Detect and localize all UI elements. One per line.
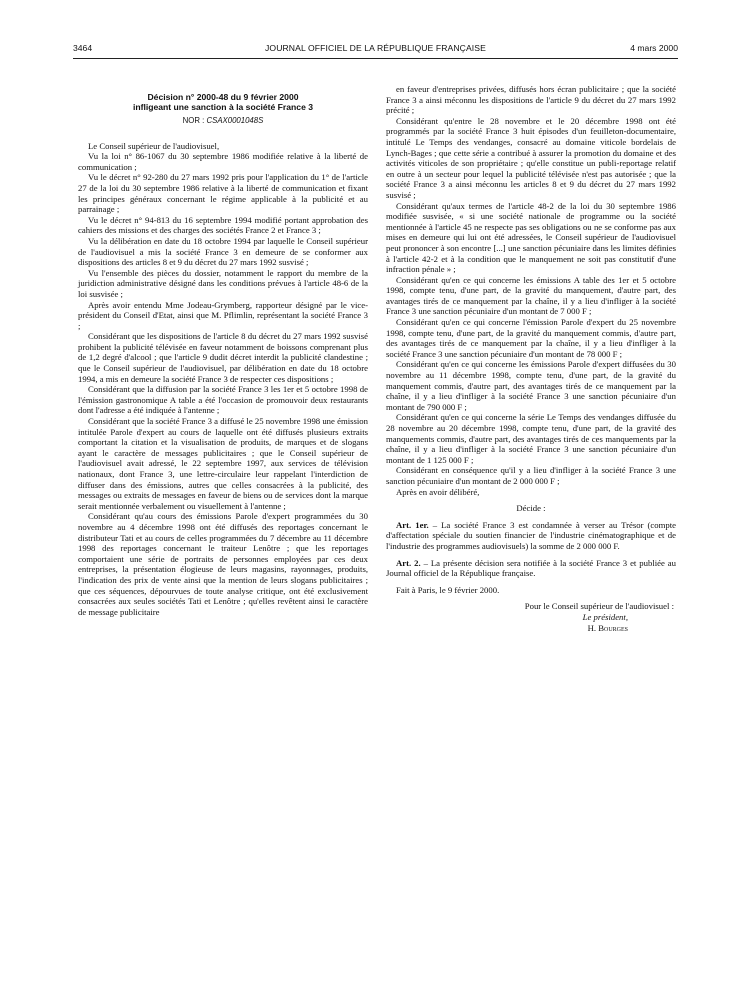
signature-name: H. Bourges [587, 622, 628, 633]
paragraph: Vu le décret n° 94-813 du 16 septembre 1994 modifié portant approbation des cahiers des missions et des charges des sociétés France 2 et France 3 ; [78, 214, 368, 236]
article-1 [386, 520, 676, 552]
decision-title-line2: infligeant une sanction à la société France 3 [132, 102, 314, 112]
article-2 [386, 558, 676, 579]
paragraph: Vu la loi n° 86-1067 du 30 septembre 1986 modifiée relative à la liberté de communication ; [78, 151, 368, 172]
paragraph: Considérant qu'aux termes de l'article 48-2 de la loi du 30 septembre 1986 modifiée susvisée, « si une société nationale de programme ou la société mentionnée à l'article 45 ne respecte pas ses obligations ou ne se conforme pas aux mises en demeure qui lui ont été adressées, le Conseil supérieur de l'audiovisuel peut prononcer à son encontre [...] une sanction pécuniaire dans les limites définies à l'article 42-2 et à la condition que le manquement ne soit pas constitutif d'une infraction pénale » ; [386, 200, 676, 275]
signature-role: Le président, [582, 611, 628, 622]
paragraph: Considérant que la diffusion par la société France 3 les 1er et 5 octobre 1998 de l'émission gastronomique A table a été l'occasion de promouvoir deux restaurants dont l'adresse a été indiquée à l'antenne ; [78, 384, 368, 416]
paragraph: Considérant qu'en ce qui concerne la série Le Temps des vendanges diffusée du 28 novembre au 20 décembre 1998, compte tenu, d'une part, de la gravité des manquements commis, d'autre part, des avantages tirés de ces manquements par la chaîne, il y a lieu d'infliger à la société France 3 une sanction pécuniaire d'un montant de 1 125 000 F ; [386, 412, 676, 465]
right-paragraphs [386, 84, 676, 497]
paragraph: Vu l'ensemble des pièces du dossier, notamment le rapport du membre de la juridiction administrative désigné dans les conditions prévues à l'article 48-6 de la loi susvisée ; [78, 267, 368, 299]
decide-heading: Décide : [516, 503, 546, 514]
article-2-text: – La présente décision sera notifiée à la société France 3 et publiée au Journal officiel de la République française. [386, 557, 676, 579]
decision-title-line1: Décision n° 2000-48 du 9 février 2000 [147, 92, 299, 102]
paragraph: Considérant que les dispositions de l'article 8 du décret du 27 mars 1992 susvisé prohibent la publicité télévisée en faveur notamment de boissons comprenant plus de 1,2 degré d'alcool ; que l'article 9 dudit décret interdit la publicité clandestine ; que le Conseil supérieur de l'audiovisuel, par délibération en date du 18 octobre 1994, a mis en demeure la société France 3 de respecter ces dispositions ; [78, 331, 368, 384]
nor-code: CSAX0001048S [206, 116, 264, 125]
nor-reference [78, 116, 368, 127]
article-1-label: Art. 1er. [396, 519, 429, 530]
paragraph: Considérant en conséquence qu'il y a lieu d'infliger à la société France 3 une sanction pécuniaire d'un montant de 2 000 000 F ; [386, 465, 676, 486]
issue-date: 4 mars 2000 [630, 43, 678, 53]
paragraph: Considérant qu'au cours des émissions Parole d'expert programmées du 30 novembre au 4 décembre 1998 ont été diffusés des reportages concernant le distributeur Tati et au cours de celles programmées du 7 décembre au 11 décembre 1998 des reportages concernant le traiteur Lenôtre ; que les reportages comportaient une série de portraits de personnes employées par ces deux entreprises, la présentation élogieuse de leurs magasins, rayonnages, produits, l'indication des prix de vente ainsi que la mention de leurs slogans publicitaires ; que ces séquences, dépourvues de toute analyse critique, ont été exclusivement consacrées aux seules sociétés Tati et Lenôtre ; qu'elles revêtent ainsi le caractère de message publicitaire [78, 511, 368, 617]
paragraph: Considérant que la société France 3 a diffusé le 25 novembre 1998 une émission intitulée Parole d'expert au cours de laquelle ont été diffusés plusieurs extraits comportant la citation et la visualisation de produits, de marques et de slogans ayant le caractère de messages publicitaires ; que le Conseil supérieur de l'audiovisuel avait adressé, le 22 septembre 1997, aux services de télévision nationaux, dont France 3, une lettre-circulaire leur rappelant l'interdiction de diffuser dans des émissions, autres que celles consacrées à la publicité, des messages ou extraits de messages en faveur de biens ou de services dont la marque serait mentionnée verbalement ou visuellement à l'antenne ; [78, 416, 368, 511]
nor-label: NOR : [182, 116, 205, 125]
paragraph: Après avoir entendu Mme Jodeau-Grymberg, rapporteur désigné par le vice-président du Conseil d'Etat, ainsi que M. Pflimlin, représentant la société France 3 ; [78, 299, 368, 331]
article-1-text: – La société France 3 est condamnée à verser au Trésor (compte d'affectation spéciale du soutien financier de l'industrie cinématographique et de l'industrie des programmes audiovisuels) la somme de 2 000 000 F. [386, 519, 676, 551]
page-number: 3464 [73, 43, 93, 53]
signature-line1: Pour le Conseil supérieur de l'audiovisuel : [524, 601, 674, 612]
left-column [78, 92, 368, 617]
paragraph: Après en avoir délibéré, [396, 486, 480, 497]
paragraph: Considérant qu'en ce qui concerne l'émission Parole d'expert du 25 novembre 1998, compte tenu, d'une part, de la gravité du manquement commis, d'autre part, des avantages tirés de ce manquement par la chaîne, il y a lieu d'infliger à la société France 3 une sanction pécuniaire d'un montant de 78 000 F ; [386, 317, 676, 359]
paragraph: en faveur d'entreprises privées, diffusés hors écran publicitaire ; que la société France 3 a ainsi méconnu les dispositions de l'article 9 du décret du 27 mars 1992 précité ; [386, 84, 676, 116]
article-2-label: Art. 2. [396, 557, 421, 568]
page-header [73, 41, 678, 57]
paragraph: Considérant qu'entre le 28 novembre et le 20 décembre 1998 ont été programmés par la société France 3 huit épisodes d'un feuilleton-documentaire, intitulé Le Temps des vendanges, consacré au domaine viticole bordelais de Lynch-Bages ; que cette série a contribué à assurer la promotion du domaine et des activités viticoles de son propriétaire ; qu'elle constitue un publi-reportage relatif en outre à un secteur pour lequel la publicité télévisée n'est pas autorisée ; que la société France 3 a ainsi méconnu les articles 8 et 9 du décret du 27 mars 1992 susvisé ; [386, 115, 676, 200]
right-column [386, 84, 676, 633]
paragraph: Considérant qu'en ce qui concerne les émissions Parole d'expert diffusées du 30 novembre au 11 décembre 1998, compte tenu, d'une part, de la gravité du manquement commis, d'autre part, des avantages tirés de ce manquement par la chaîne, il y a lieu d'infliger à la société France 3 une sanction pécuniaire d'un montant de 790 000 F ; [386, 359, 676, 412]
paragraph: Vu le décret n° 92-280 du 27 mars 1992 pris pour l'application du 1° de l'article 27 de la loi du 30 septembre 1986 relative à la liberté de communication et fixant les principes généraux concernant le régime applicable à la publicité et au parrainage ; [78, 172, 368, 215]
header-rule [73, 58, 678, 59]
journal-title: JOURNAL OFFICIEL DE LA RÉPUBLIQUE FRANÇAISE [265, 43, 486, 53]
signature-block [386, 601, 676, 633]
decision-title [78, 92, 368, 112]
left-paragraphs [78, 141, 368, 618]
done-at: Fait à Paris, le 9 février 2000. [396, 584, 500, 595]
paragraph: Le Conseil supérieur de l'audiovisuel, [88, 140, 220, 151]
paragraph: Considérant qu'en ce qui concerne les émissions A table des 1er et 5 octobre 1998, compte tenu, d'une part, de la gravité du manquement, d'autre part, des avantages tirés de ce manquement par la chaîne, il y a lieu d'infliger à la société France 3 une sanction pécuniaire d'un montant de 7 000 F ; [386, 274, 676, 317]
paragraph: Vu la délibération en date du 18 octobre 1994 par laquelle le Conseil supérieur de l'audiovisuel a mis la société France 3 en demeure de se conformer aux dispositions des articles 8 et 9 du décret du 27 mars 1992 susvisé ; [78, 235, 368, 268]
